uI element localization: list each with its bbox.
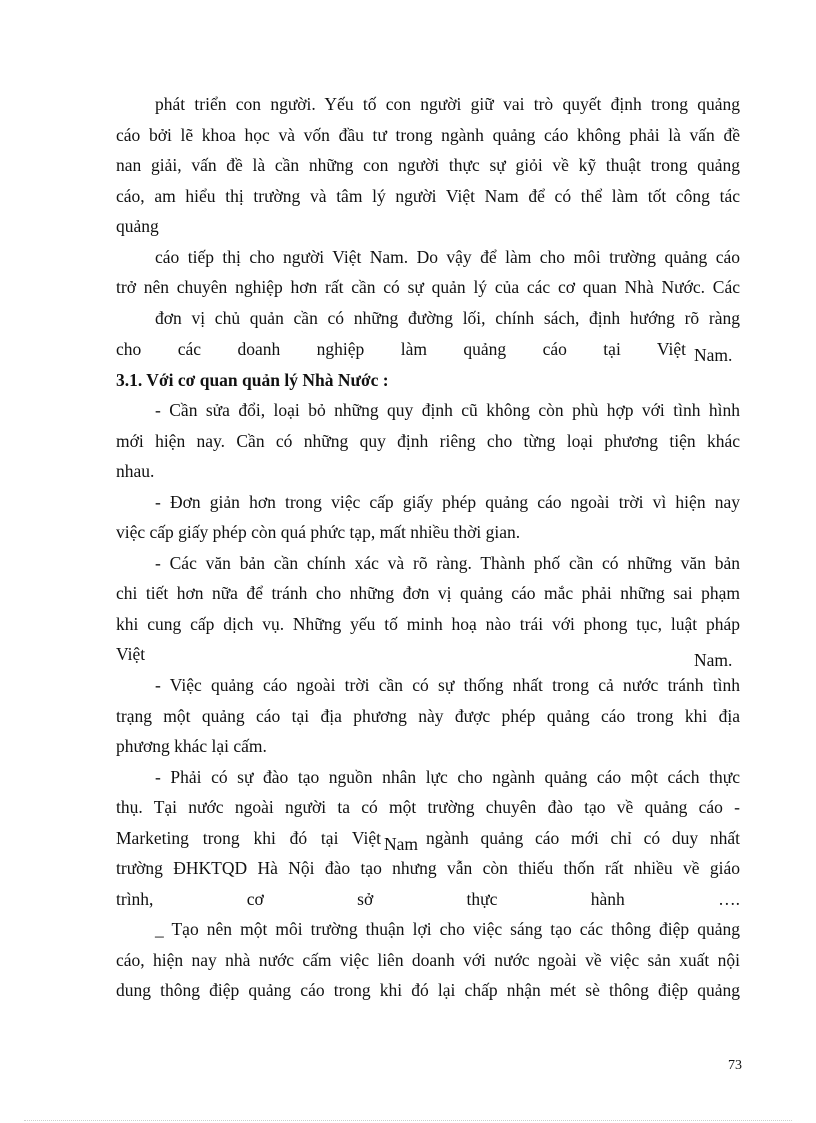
text-line: - Việc quảng cáo ngoài trời cần có sự thống nhất trong cả nước tránh tình [155,675,740,695]
text-line [694,644,740,670]
text-line: trở nên chuyên nghiệp hơn rất cần có sự quản lý của các cơ quan Nhà Nước. Các [116,277,740,297]
text-line: Marketing trong khi đó tại Việt [116,828,381,848]
text-line: quảng [116,216,159,236]
text-line: - Phải có sự đào tạo nguồn nhân lực cho ngành quảng cáo một cách thực [155,767,740,787]
text-line: cho các doanh nghiệp làm quảng cáo tại Việt [116,339,686,359]
text-line: nan giải, vấn đề là cần những con người thực sự giỏi về kỹ thuật trong quảng [116,155,740,175]
text-line: trường ĐHKTQD Hà Nội đào tạo nhưng vẫn còn thiếu thốn rất nhiều về giáo [116,858,740,878]
section-heading: 3.1. Với cơ quan quản lý Nhà Nước : [116,370,389,390]
text-line: cáo tiếp thị cho người Việt Nam. Do vậy để làm cho môi trường quảng cáo [155,247,740,267]
text-line: trình, cơ sở thực hành …. [116,889,740,909]
text-line: chi tiết hơn nữa để tránh cho những đơn vị quảng cáo mắc phải những sai phạm [116,583,740,603]
text-line: mới hiện nay. Cần có những quy định riêng cho từng loại phương tiện khác [116,431,740,451]
subscript-text: Nam [384,834,419,854]
text-line: phương khác lại cấm. [116,736,267,756]
text-line: cáo, am hiểu thị trường và tâm lý người Việt Nam để có thể làm tốt công tác [116,186,740,206]
text-line: - Đơn giản hơn trong việc cấp giấy phép quảng cáo ngoài trời vì hiện nay [155,492,740,512]
page-number: 73 [728,1058,742,1073]
subscript-text: Nam. [694,345,733,365]
text-line: _ Tạo nên một môi trường thuận lợi cho việc sáng tạo các thông điệp quảng [155,919,740,939]
text-line: cáo bởi lẽ khoa học và vốn đầu tư trong ngành quảng cáo không phải là vấn đề [116,125,740,145]
text-line: thụ. Tại nước ngoài người ta có một trường chuyên đào tạo về quảng cáo - [116,797,740,817]
text-line: - Các văn bản cần chính xác và rõ ràng. Thành phố cần có những văn bản [155,553,740,573]
subscript-text: Nam. [694,650,733,670]
text-line [384,828,424,854]
text-line: ngành quảng cáo mới chỉ có duy nhất [426,828,740,848]
text-line: khi cung cấp dịch vụ. Những yếu tố minh hoạ nào trái với phong tục, luật pháp [116,614,740,634]
text-line [694,339,740,365]
text-line: - Cần sửa đổi, loại bỏ những quy định cũ không còn phù hợp với tình hình [155,400,740,420]
text-line: nhau. [116,461,155,481]
text-line: việc cấp giấy phép còn quá phức tạp, mất nhiều thời gian. [116,522,521,542]
text-line: cáo, hiện nay nhà nước cấm việc liên doanh với nước ngoài về việc sản xuất nội [116,950,740,970]
text-line: Việt [116,644,146,664]
page-bottom-divider [24,1120,792,1121]
text-line: dung thông điệp quảng cáo trong khi đó lại chấp nhận mét sè thông điệp quảng [116,980,740,1000]
text-line: trạng một quảng cáo tại địa phương này được phép quảng cáo trong khi địa [116,706,740,726]
text-line: đơn vị chủ quản cần có những đường lối, chính sách, định hướng rõ ràng [155,308,740,328]
text-line: phát triển con người. Yếu tố con người giữ vai trò quyết định trong quảng [155,94,740,114]
